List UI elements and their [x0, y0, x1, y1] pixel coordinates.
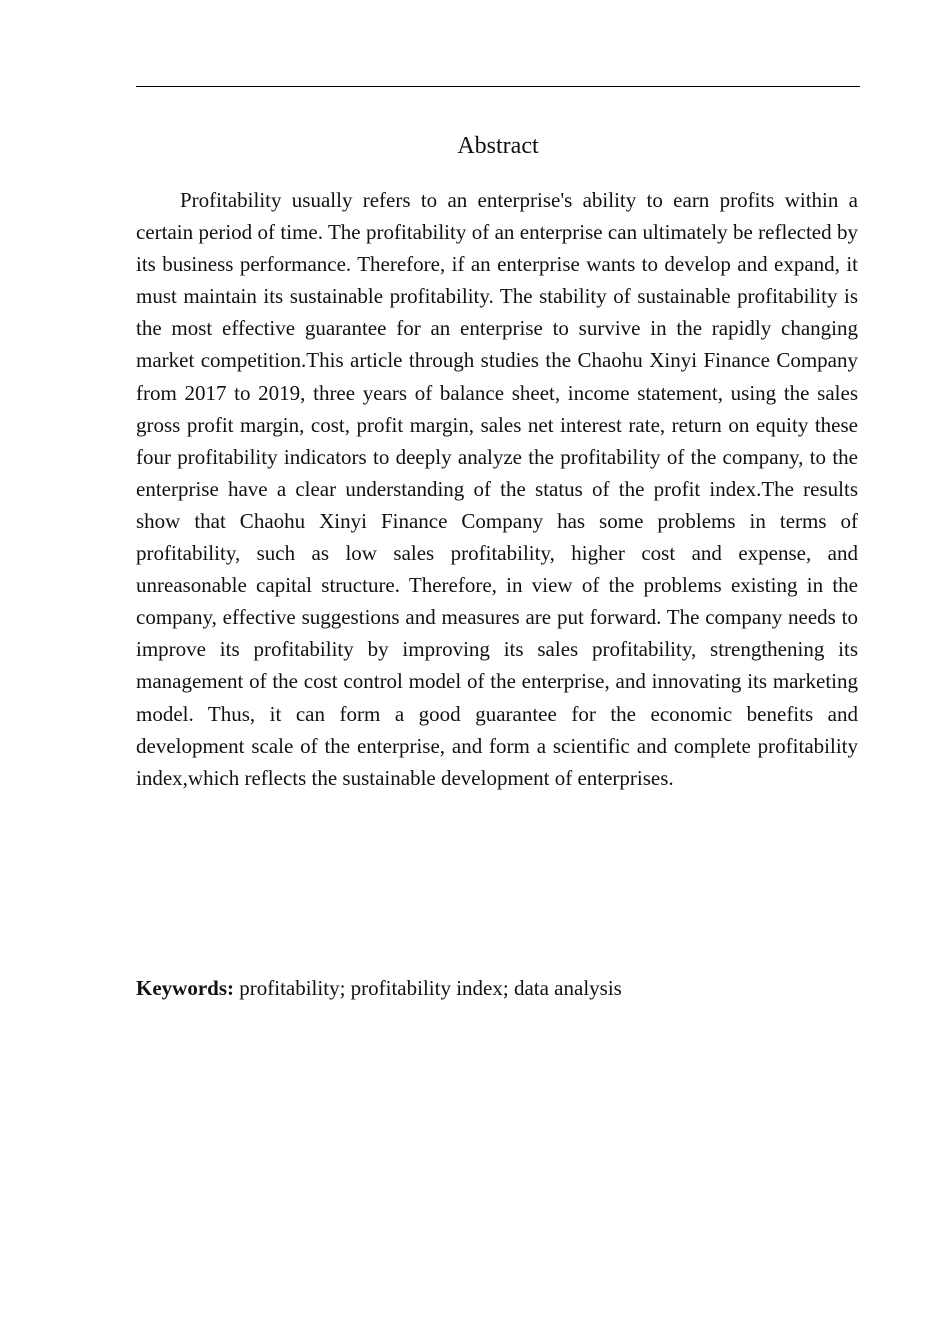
header-rule [136, 86, 860, 87]
abstract-title: Abstract [457, 133, 539, 159]
abstract-body: Profitability usually refers to an enterprise's ability to earn profits within a certain period of time. The profitability of an enterprise can ultimately be reflected by its business performance. Therefore, if an enterprise wants to develop and expand, it must maintain its sustainable profitability. The stability of sustainable profitability is the most effective guarantee for an enterprise to survive in the rapidly changing market competition.This article through studies the Chaohu Xinyi Finance Company from 2017 to 2019, three years of balance sheet, income statement, using the sales gross profit margin, cost, profit margin, sales net interest rate, return on equity these four profitability indicators to deeply analyze the profitability of the company, to the enterprise have a clear understanding of the status of the profit index.The results show that Chaohu Xinyi Finance Company has some problems in terms of profitability, such as low sales profitability, higher cost and expense, and unreasonable capital structure. Therefore, in view of the problems existing in the company, effective suggestions and measures are put forward. The company needs to improve its profitability by improving its sales profitability, strengthening its management of the cost control model of the enterprise, and innovating its marketing model. Thus, it can form a good guarantee for the economic benefits and development scale of the enterprise, and form a scientific and complete profitability index,which reflects the sustainable development of enterprises. [136, 188, 858, 790]
keywords-line [136, 972, 860, 1004]
keywords-text: profitability; profitability index; data analysis [234, 976, 622, 1000]
keywords-label: Keywords: [136, 976, 234, 1000]
